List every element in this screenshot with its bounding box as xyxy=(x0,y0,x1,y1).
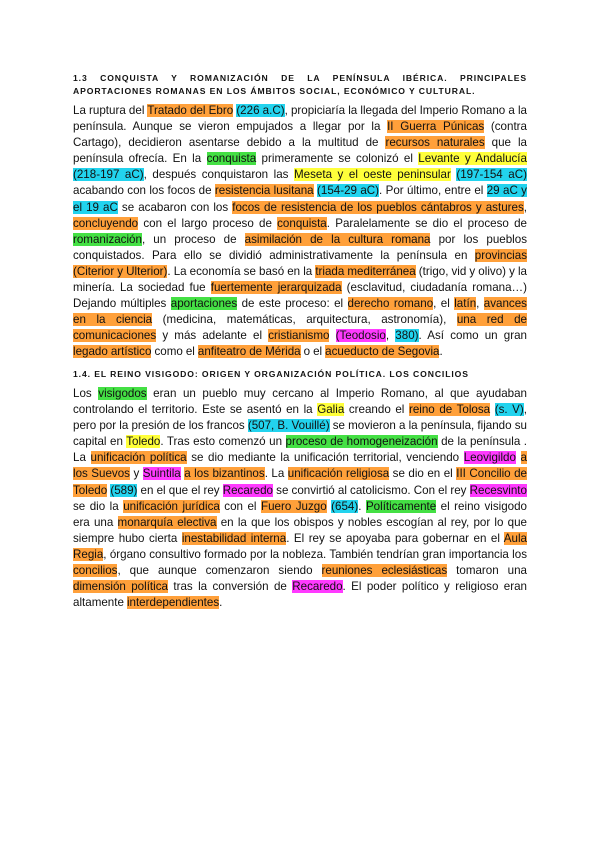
body-text: , el xyxy=(433,297,455,311)
section-heading: 1.3 CONQUISTA Y ROMANIZACIÓN DE LA PENÍNSULA IBÉRICA. PRINCIPALES APORTACIONES ROMANAS EN LOS ÁMBITOS SOCIAL, ECONÓMICO Y CULTURAL. xyxy=(73,73,527,96)
body-text: con el largo proceso de xyxy=(138,216,278,230)
body-text: La ruptura del xyxy=(73,104,148,117)
highlighted-text: monarquía electiva xyxy=(117,515,217,529)
body-text: y xyxy=(129,467,143,481)
highlighted-text: inestabilidad interna xyxy=(181,531,287,545)
body-text: . xyxy=(219,596,223,610)
body-text: acabando con los focos de xyxy=(73,184,215,198)
highlighted-text: Recesvinto xyxy=(469,483,527,497)
body-text: se dio la xyxy=(73,499,124,513)
highlighted-text: Aula Regia xyxy=(73,531,527,561)
highlighted-text: (197-154 aC) xyxy=(456,168,527,182)
highlighted-text: Tratado del Ebro xyxy=(147,104,234,117)
body-text: , propiciaría la llegada del Imperio Romano a la península. Aunque se vieron empujados a llegar por la xyxy=(73,104,527,134)
highlighted-text: reuniones eclesiásticas xyxy=(321,564,448,578)
highlighted-text: 380) xyxy=(395,329,419,343)
highlighted-text: focos de resistencia de los pueblos cántabros y astures xyxy=(232,200,524,214)
section-body xyxy=(73,386,527,611)
highlighted-text: (507, B. Vouillé) xyxy=(247,419,330,433)
highlighted-text: concluyendo xyxy=(73,216,139,230)
highlighted-text: Toledo xyxy=(126,435,161,449)
body-text xyxy=(329,329,335,342)
highlighted-text: Leovigildo xyxy=(463,451,516,465)
body-text: , órgano consultivo formado por la nobleza. También tendrían gran importancia los xyxy=(103,547,527,561)
body-text: , después conquistaron las xyxy=(143,168,294,182)
body-text: como el xyxy=(151,345,198,359)
body-text: se movieron a la península, fijando su capital en xyxy=(73,419,527,449)
body-text: . Así como un gran xyxy=(418,329,527,343)
section-roman-conquest xyxy=(73,72,527,361)
highlighted-text: interdependientes xyxy=(126,596,220,610)
highlighted-text: visigodos xyxy=(98,387,147,400)
highlighted-text: unificación política xyxy=(90,451,187,465)
body-text: creando el xyxy=(344,403,409,417)
highlighted-text: Recaredo xyxy=(222,483,273,497)
highlighted-text: acueducto de Segovia xyxy=(325,345,440,359)
body-text: por los pueblos conquistados. Para ello se dividió administrativamente la península en xyxy=(73,232,527,262)
highlighted-text: Recaredo xyxy=(292,580,343,594)
highlighted-text: recursos naturales xyxy=(385,136,485,150)
highlighted-text: 29 aC y el 19 aC xyxy=(73,184,527,214)
body-text: tras la conversión de xyxy=(167,580,293,594)
body-text: se convirtió al catolicismo. Con el rey xyxy=(273,483,470,497)
body-text: se dio mediante la unificación territorial, venciendo xyxy=(186,451,464,465)
highlighted-text: Fuero Juzgo xyxy=(260,499,327,513)
highlighted-text: (589) xyxy=(110,483,138,497)
highlighted-text: conquista xyxy=(277,216,327,230)
body-text: el reino visigodo era una xyxy=(73,499,527,529)
body-text: (esclavitud, ciudadanía romana…) Dejando múltiples xyxy=(73,281,528,311)
body-text: se acabaron con los xyxy=(117,200,233,214)
body-text: primeramente se colonizó el xyxy=(256,152,419,166)
body-text: con el xyxy=(219,499,261,513)
highlighted-text: dimensión política xyxy=(73,580,168,594)
body-text: . El rey se apoyaba para gobernar en el xyxy=(286,531,504,545)
highlighted-text: (218-197 aC) xyxy=(73,168,144,182)
body-text: . La xyxy=(264,467,288,481)
highlighted-text: avances en la ciencia xyxy=(73,297,527,327)
highlighted-text: III Concilio de Toledo xyxy=(73,467,527,497)
body-text: se dio en el xyxy=(389,467,457,481)
section-body xyxy=(73,103,527,361)
body-text: en el que el rey xyxy=(137,483,223,497)
highlighted-text: cristianismo xyxy=(268,329,330,343)
highlighted-text: anfiteatro de Mérida xyxy=(197,345,301,359)
body-text: de la península . La xyxy=(73,435,527,465)
body-text: (contra Cartago), decidieron asentarse debido a la multitud de xyxy=(73,120,527,150)
body-text: . La economía se basó en la xyxy=(167,264,316,278)
highlighted-text: triada mediterránea xyxy=(315,264,416,278)
highlighted-text: romanización xyxy=(73,232,142,246)
section-visigoth-kingdom xyxy=(73,368,527,611)
body-text: (trigo, vid y olivo) y la minería. La sociedad fue xyxy=(73,264,527,295)
body-text: . xyxy=(439,345,443,359)
highlighted-text: a los Suevos xyxy=(73,451,527,481)
body-text: , pero por la presión de los francos xyxy=(73,403,527,433)
highlighted-text: (654) xyxy=(331,499,359,513)
highlighted-text: aportaciones xyxy=(170,297,238,311)
body-text: . Por último, entre el xyxy=(379,184,487,198)
highlighted-text: asimilación de la cultura romana xyxy=(244,232,431,246)
body-text: . Tras esto comenzó un xyxy=(160,435,286,449)
body-text: , xyxy=(476,297,484,311)
body-text xyxy=(516,451,521,464)
highlighted-text: Suintila xyxy=(142,467,181,481)
section-heading: 1.4. EL REINO VISIGODO: ORIGEN Y ORGANIZACIÓN POLÍTICA. LOS CONCILIOS xyxy=(73,369,469,379)
highlighted-text: conquista xyxy=(206,152,257,166)
highlighted-text: unificación religiosa xyxy=(287,467,390,481)
body-text: eran un pueblo muy cercano al Imperio Romano, al que ayudaban controlando el territorio. Este se asentó en la xyxy=(73,387,527,417)
body-text: . xyxy=(358,499,366,513)
highlighted-text: (s. V) xyxy=(494,403,524,417)
highlighted-text: provincias (Citerior y Ulterior) xyxy=(73,248,527,278)
highlighted-text: (154-29 aC) xyxy=(317,184,380,198)
highlighted-text: unificación jurídica xyxy=(123,499,220,513)
highlighted-text: resistencia lusitana xyxy=(214,184,314,198)
body-text: . Paralelamente se dio el proceso de xyxy=(326,216,527,230)
highlighted-text: proceso de homogeneización xyxy=(285,435,438,449)
highlighted-text: concilios xyxy=(73,564,118,578)
highlighted-text: a los bizantinos xyxy=(184,467,265,481)
highlighted-text: fuertemente jerarquizada xyxy=(210,281,342,295)
highlighted-text: II Guerra Púnicas xyxy=(387,120,485,134)
body-text: de este proceso: el xyxy=(237,297,348,311)
highlighted-text: (226 a.C) xyxy=(236,104,285,117)
body-text xyxy=(490,403,495,416)
highlighted-text: derecho romano xyxy=(347,297,434,311)
body-text: tomaron una xyxy=(447,564,527,578)
highlighted-text: Meseta y el oeste peninsular xyxy=(294,168,451,182)
body-text: Los xyxy=(73,387,99,400)
highlighted-text: Galia xyxy=(317,403,345,417)
body-text: , que aunque comenzaron siendo xyxy=(117,564,322,578)
highlighted-text: legado artístico xyxy=(73,345,152,359)
body-text: o el xyxy=(300,345,326,359)
body-text: , un proceso de xyxy=(141,232,245,246)
body-text: en la que los obispos y nobles escogían al rey, por lo que siempre hubo cierta xyxy=(73,515,528,545)
highlighted-text: reino de Tolosa xyxy=(408,403,491,417)
highlighted-text: (Teodosio xyxy=(335,329,386,343)
highlighted-text: latín xyxy=(454,297,477,311)
highlighted-text: Levante y Andalucía xyxy=(418,152,527,166)
body-text: (medicina, matemáticas, arquitectura, astronomía), xyxy=(152,313,457,327)
body-text: , xyxy=(523,200,527,214)
body-text: , xyxy=(385,329,396,343)
body-text: y más adelante el xyxy=(156,329,269,343)
highlighted-text: Políticamente xyxy=(365,499,437,513)
body-text: que la península ofrecía. En la xyxy=(73,136,527,166)
body-text: . El poder político y religioso eran altamente xyxy=(73,580,527,610)
highlighted-text: una red de comunicaciones xyxy=(73,313,527,343)
